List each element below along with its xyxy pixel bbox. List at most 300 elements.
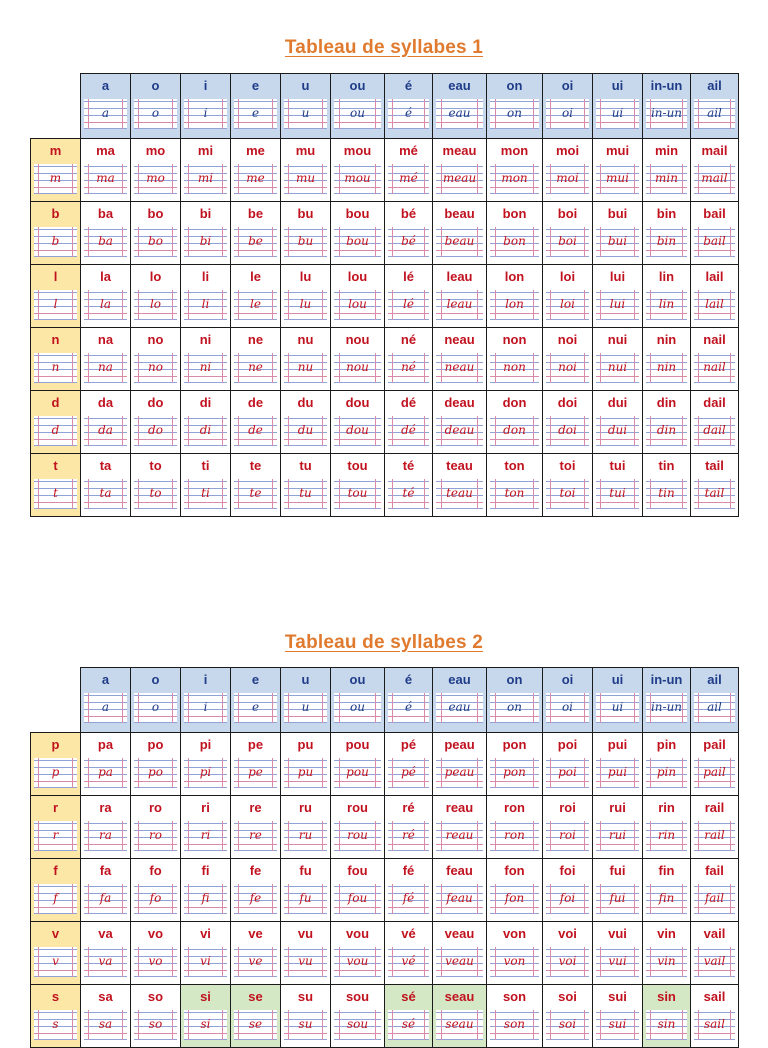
syllable-cell <box>181 985 231 1048</box>
print-syllable: u <box>301 672 310 687</box>
handwriting-lines <box>694 164 735 194</box>
handwriting-lines <box>436 1010 483 1040</box>
handwriting-lines <box>646 416 687 446</box>
print-syllable: ta <box>99 458 112 473</box>
handwriting-lines <box>134 99 177 129</box>
cell-content <box>131 454 180 516</box>
cursive-syllable: pail <box>703 765 726 779</box>
cursive-syllable: sou <box>346 1017 369 1031</box>
handwriting-lines <box>134 290 177 320</box>
syllable-cell <box>281 796 331 859</box>
cell-content <box>691 922 738 984</box>
print-syllable: mi <box>197 143 214 158</box>
handwriting-lines <box>34 353 77 383</box>
handwriting-lines <box>84 479 127 509</box>
cell-content <box>331 859 384 921</box>
cell-content <box>385 265 432 327</box>
vowel-header <box>433 74 487 139</box>
print-syllable: su <box>297 989 314 1004</box>
cursive-syllable: a <box>101 106 110 120</box>
cell-content <box>593 139 642 201</box>
cursive-syllable: s <box>52 1017 59 1031</box>
syllable-cell <box>433 733 487 796</box>
cursive-syllable: mon <box>501 171 528 185</box>
handwriting-lines <box>184 227 227 257</box>
handwriting-lines <box>134 1010 177 1040</box>
cell-content <box>31 733 80 795</box>
handwriting-lines <box>184 416 227 446</box>
print-syllable: fé <box>402 863 415 878</box>
print-syllable: nou <box>345 332 370 347</box>
handwriting-lines <box>490 416 538 446</box>
cell-content <box>643 74 690 138</box>
handwriting-lines <box>596 758 639 788</box>
cursive-syllable: fin <box>658 891 675 905</box>
handwriting-lines <box>388 227 429 257</box>
cursive-syllable: fi <box>201 891 210 905</box>
syllable-cell <box>281 454 331 517</box>
print-syllable: vou <box>345 926 370 941</box>
syllable-cell <box>487 796 543 859</box>
syllable-cell <box>385 985 433 1048</box>
cursive-syllable: ne <box>248 360 263 374</box>
syllable-cell <box>281 859 331 922</box>
cursive-syllable: lu <box>299 297 312 311</box>
print-syllable: lui <box>609 269 626 284</box>
vowel-header <box>281 668 331 733</box>
cursive-syllable: ti <box>201 486 210 500</box>
handwriting-lines <box>334 884 381 914</box>
handwriting-lines <box>436 164 483 194</box>
cell-content <box>433 202 486 264</box>
syllable-cell <box>181 859 231 922</box>
print-syllable: e <box>251 672 260 687</box>
cursive-syllable: mé <box>399 171 418 185</box>
handwriting-lines <box>34 164 77 194</box>
consonant-header <box>31 454 81 517</box>
handwriting-lines <box>596 290 639 320</box>
cell-content <box>181 328 230 390</box>
handwriting-lines <box>334 227 381 257</box>
syllable-cell <box>131 265 181 328</box>
syllable-cell <box>331 454 385 517</box>
cursive-syllable: ton <box>504 486 525 500</box>
cell-content <box>691 328 738 390</box>
handwriting-lines <box>84 947 127 977</box>
cursive-syllable: me <box>246 171 265 185</box>
handwriting-lines <box>284 1010 327 1040</box>
syllable-cell <box>593 796 643 859</box>
handwriting-lines <box>284 479 327 509</box>
cell-content <box>593 922 642 984</box>
handwriting-lines <box>84 416 127 446</box>
cell-content <box>385 733 432 795</box>
cursive-syllable: von <box>503 954 526 968</box>
handwriting-lines <box>234 884 277 914</box>
print-syllable: bu <box>297 206 314 221</box>
handwriting-lines <box>284 758 327 788</box>
handwriting-lines <box>596 99 639 129</box>
cell-content <box>487 733 542 795</box>
cell-content <box>691 391 738 453</box>
handwriting-lines <box>436 947 483 977</box>
cell-content <box>231 454 280 516</box>
print-syllable: si <box>200 989 211 1004</box>
cell-content <box>643 328 690 390</box>
print-syllable: du <box>297 395 314 410</box>
print-syllable: de <box>247 395 264 410</box>
print-syllable: dé <box>400 395 417 410</box>
syllable-cell <box>281 985 331 1048</box>
consonant-header <box>31 202 81 265</box>
print-syllable: nui <box>607 332 628 347</box>
cell-content <box>31 391 80 453</box>
cursive-syllable: ou <box>350 700 365 714</box>
cell-content <box>385 922 432 984</box>
handwriting-lines <box>490 479 538 509</box>
handwriting-lines <box>184 821 227 851</box>
cell-content <box>643 139 690 201</box>
cursive-syllable: feau <box>446 891 473 905</box>
handwriting-lines <box>646 758 687 788</box>
cell-content <box>433 796 486 858</box>
handwriting-lines <box>184 947 227 977</box>
cursive-syllable: peau <box>444 765 475 779</box>
print-syllable: fa <box>99 863 112 878</box>
cursive-syllable: mui <box>606 171 629 185</box>
syllable-cell <box>691 733 739 796</box>
cursive-syllable: eau <box>448 700 471 714</box>
cell-content <box>231 139 280 201</box>
handwriting-lines <box>694 884 735 914</box>
print-syllable: rou <box>347 800 368 815</box>
print-syllable: ma <box>96 143 115 158</box>
syllable-cell <box>643 202 691 265</box>
cell-content <box>81 391 130 453</box>
cursive-syllable: rou <box>347 828 368 842</box>
cursive-syllable: fu <box>299 891 312 905</box>
print-syllable: mon <box>500 143 529 158</box>
table-row <box>31 202 739 265</box>
handwriting-lines <box>234 821 277 851</box>
cursive-syllable: bin <box>656 234 677 248</box>
cell-content <box>543 265 592 327</box>
syllable-cell <box>131 139 181 202</box>
print-syllable: loi <box>559 269 576 284</box>
print-syllable: don <box>502 395 527 410</box>
vowel-header <box>281 74 331 139</box>
cell-content <box>433 74 486 138</box>
handwriting-lines <box>184 884 227 914</box>
cursive-syllable: nou <box>346 360 369 374</box>
handwriting-lines <box>646 227 687 257</box>
cursive-syllable: poi <box>558 765 577 779</box>
cell-content <box>331 733 384 795</box>
cursive-syllable: n <box>51 360 60 374</box>
vowel-header-row <box>31 74 739 139</box>
handwriting-lines <box>184 693 227 723</box>
cell-content <box>433 859 486 921</box>
print-syllable: lail <box>705 269 724 284</box>
handwriting-lines <box>388 99 429 129</box>
cursive-syllable: seau <box>445 1017 474 1031</box>
syllable-cell <box>593 922 643 985</box>
handwriting-lines <box>546 947 589 977</box>
cursive-syllable: fa <box>99 891 112 905</box>
print-syllable: non <box>502 332 527 347</box>
cell-content <box>487 454 542 516</box>
cell-content <box>131 328 180 390</box>
print-syllable: ail <box>707 672 722 687</box>
syllable-cell <box>543 454 593 517</box>
cell-content <box>81 454 130 516</box>
print-syllable: re <box>249 800 262 815</box>
handwriting-lines <box>546 227 589 257</box>
handwriting-lines <box>284 821 327 851</box>
syllable-cell <box>131 922 181 985</box>
cell-content <box>131 796 180 858</box>
handwriting-lines <box>234 164 277 194</box>
cell-content <box>181 202 230 264</box>
consonant-header <box>31 139 81 202</box>
table-2-title: Tableau de syllabes 2 <box>284 632 484 653</box>
cell-content <box>433 733 486 795</box>
cursive-syllable: ve <box>248 954 263 968</box>
handwriting-lines <box>84 693 127 723</box>
cursive-syllable: tin <box>658 486 675 500</box>
cell-content <box>81 139 130 201</box>
handwriting-lines <box>84 1010 127 1040</box>
cell-content <box>181 74 230 138</box>
syllable-cell <box>593 139 643 202</box>
syllable-cell <box>543 202 593 265</box>
cursive-syllable: pa <box>98 765 113 779</box>
print-syllable: nin <box>656 332 677 347</box>
handwriting-lines <box>388 164 429 194</box>
syllable-cell <box>331 328 385 391</box>
cursive-syllable: ba <box>98 234 113 248</box>
cell-content <box>487 74 542 138</box>
cursive-syllable: ré <box>402 828 415 842</box>
cell-content <box>433 985 486 1047</box>
cell-content <box>593 391 642 453</box>
print-syllable: vail <box>703 926 726 941</box>
handwriting-lines <box>134 416 177 446</box>
print-syllable: o <box>151 78 160 93</box>
handwriting-lines <box>284 884 327 914</box>
vowel-header <box>433 668 487 733</box>
cell-content <box>643 202 690 264</box>
print-syllable: ve <box>248 926 263 941</box>
print-syllable: té <box>402 458 415 473</box>
syllable-cell <box>593 202 643 265</box>
handwriting-lines <box>436 758 483 788</box>
cursive-syllable: on <box>507 106 522 120</box>
print-syllable: lou <box>347 269 368 284</box>
print-syllable: m <box>49 143 62 158</box>
cell-content <box>231 985 280 1047</box>
print-syllable: vu <box>297 926 314 941</box>
cell-content <box>331 391 384 453</box>
cell-content <box>131 139 180 201</box>
table-corner <box>31 74 81 139</box>
cursive-syllable: lon <box>505 297 524 311</box>
cell-content <box>593 265 642 327</box>
cursive-syllable: ni <box>199 360 212 374</box>
syllable-cell <box>433 265 487 328</box>
print-syllable: fon <box>504 863 525 878</box>
cell-content <box>385 796 432 858</box>
handwriting-lines <box>546 1010 589 1040</box>
cursive-syllable: fé <box>402 891 415 905</box>
cursive-syllable: fon <box>504 891 525 905</box>
print-syllable: o <box>151 672 160 687</box>
handwriting-lines <box>334 758 381 788</box>
cursive-syllable: pé <box>401 765 416 779</box>
print-syllable: pin <box>656 737 677 752</box>
print-syllable: on <box>506 78 523 93</box>
cell-content <box>643 985 690 1047</box>
table-row <box>31 454 739 517</box>
handwriting-lines <box>134 353 177 383</box>
cursive-syllable: so <box>148 1017 163 1031</box>
cell-content <box>385 139 432 201</box>
consonant-header <box>31 985 81 1048</box>
cell-content <box>131 265 180 327</box>
cursive-syllable: moi <box>556 171 579 185</box>
print-syllable: neau <box>444 332 475 347</box>
cursive-syllable: to <box>149 486 162 500</box>
cursive-syllable: mou <box>344 171 371 185</box>
syllable-cell <box>385 139 433 202</box>
handwriting-lines <box>436 353 483 383</box>
cursive-syllable: rui <box>608 828 627 842</box>
syllable-cell <box>543 265 593 328</box>
print-syllable: mail <box>701 143 728 158</box>
print-syllable: lu <box>299 269 312 284</box>
syllable-cell <box>433 202 487 265</box>
syllable-cell <box>385 859 433 922</box>
handwriting-lines <box>388 947 429 977</box>
cell-content <box>593 202 642 264</box>
cursive-syllable: mu <box>295 171 316 185</box>
syllable-cell <box>385 202 433 265</box>
cell-content <box>543 796 592 858</box>
cursive-syllable: i <box>203 700 208 714</box>
cell-content <box>281 202 330 264</box>
consonant-header <box>31 796 81 859</box>
handwriting-lines <box>184 758 227 788</box>
cell-content <box>81 733 130 795</box>
cell-content <box>131 74 180 138</box>
handwriting-lines <box>490 353 538 383</box>
print-syllable: soi <box>558 989 577 1004</box>
print-syllable: dou <box>345 395 370 410</box>
syllable-cell <box>643 796 691 859</box>
print-syllable: ton <box>504 458 525 473</box>
handwriting-lines <box>284 947 327 977</box>
handwriting-lines <box>134 821 177 851</box>
print-syllable: no <box>147 332 164 347</box>
syllable-cell <box>543 922 593 985</box>
cursive-syllable: oi <box>561 700 574 714</box>
print-syllable: eau <box>448 78 471 93</box>
syllable-cell <box>231 922 281 985</box>
cursive-syllable: vui <box>608 954 627 968</box>
table-body <box>31 74 739 517</box>
cursive-syllable: de <box>248 423 263 437</box>
handwriting-lines <box>490 947 538 977</box>
syllable-cell <box>487 985 543 1048</box>
cursive-syllable: r <box>52 828 59 842</box>
syllable-cell <box>643 922 691 985</box>
cell-content <box>181 796 230 858</box>
print-syllable: mé <box>399 143 418 158</box>
print-syllable: ni <box>199 332 212 347</box>
syllable-cell <box>593 859 643 922</box>
print-syllable: r <box>52 800 59 815</box>
print-syllable: f <box>53 863 58 878</box>
cell-content <box>331 74 384 138</box>
print-syllable: pui <box>607 737 628 752</box>
syllable-cell <box>691 139 739 202</box>
syllable-cell <box>433 328 487 391</box>
cell-content <box>487 859 542 921</box>
print-syllable: fail <box>705 863 724 878</box>
syllable-cell <box>385 796 433 859</box>
cell-content <box>131 202 180 264</box>
cursive-syllable: ui <box>611 700 624 714</box>
cell-content <box>281 985 330 1047</box>
cursive-syllable: doi <box>558 423 577 437</box>
handwriting-lines <box>334 1010 381 1040</box>
cell-content <box>643 668 690 732</box>
syllable-cell <box>281 922 331 985</box>
handwriting-lines <box>388 884 429 914</box>
syllable-cell <box>487 202 543 265</box>
cell-content <box>643 454 690 516</box>
handwriting-lines <box>334 821 381 851</box>
syllable-cell <box>691 796 739 859</box>
cursive-syllable: soi <box>558 1017 577 1031</box>
syllable-cell <box>643 859 691 922</box>
cell-content <box>593 733 642 795</box>
syllable-cell <box>181 391 231 454</box>
cell-content <box>231 265 280 327</box>
syllable-cell <box>385 391 433 454</box>
cursive-syllable: nin <box>656 360 677 374</box>
cursive-syllable: lui <box>609 297 626 311</box>
cell-content <box>543 454 592 516</box>
handwriting-lines <box>546 290 589 320</box>
syllable-cell <box>543 859 593 922</box>
cursive-syllable: di <box>199 423 212 437</box>
vowel-header <box>231 668 281 733</box>
cell-content <box>691 265 738 327</box>
cell-content <box>691 74 738 138</box>
cursive-syllable: bui <box>607 234 628 248</box>
syllable-cell <box>281 202 331 265</box>
cell-content <box>181 265 230 327</box>
print-syllable: sou <box>345 989 370 1004</box>
cursive-syllable: ou <box>350 106 365 120</box>
cursive-syllable: ru <box>298 828 313 842</box>
cursive-syllable: ail <box>707 106 722 120</box>
cell-content <box>31 202 80 264</box>
print-syllable: voi <box>558 926 577 941</box>
cell-content <box>433 391 486 453</box>
cell-content <box>433 454 486 516</box>
